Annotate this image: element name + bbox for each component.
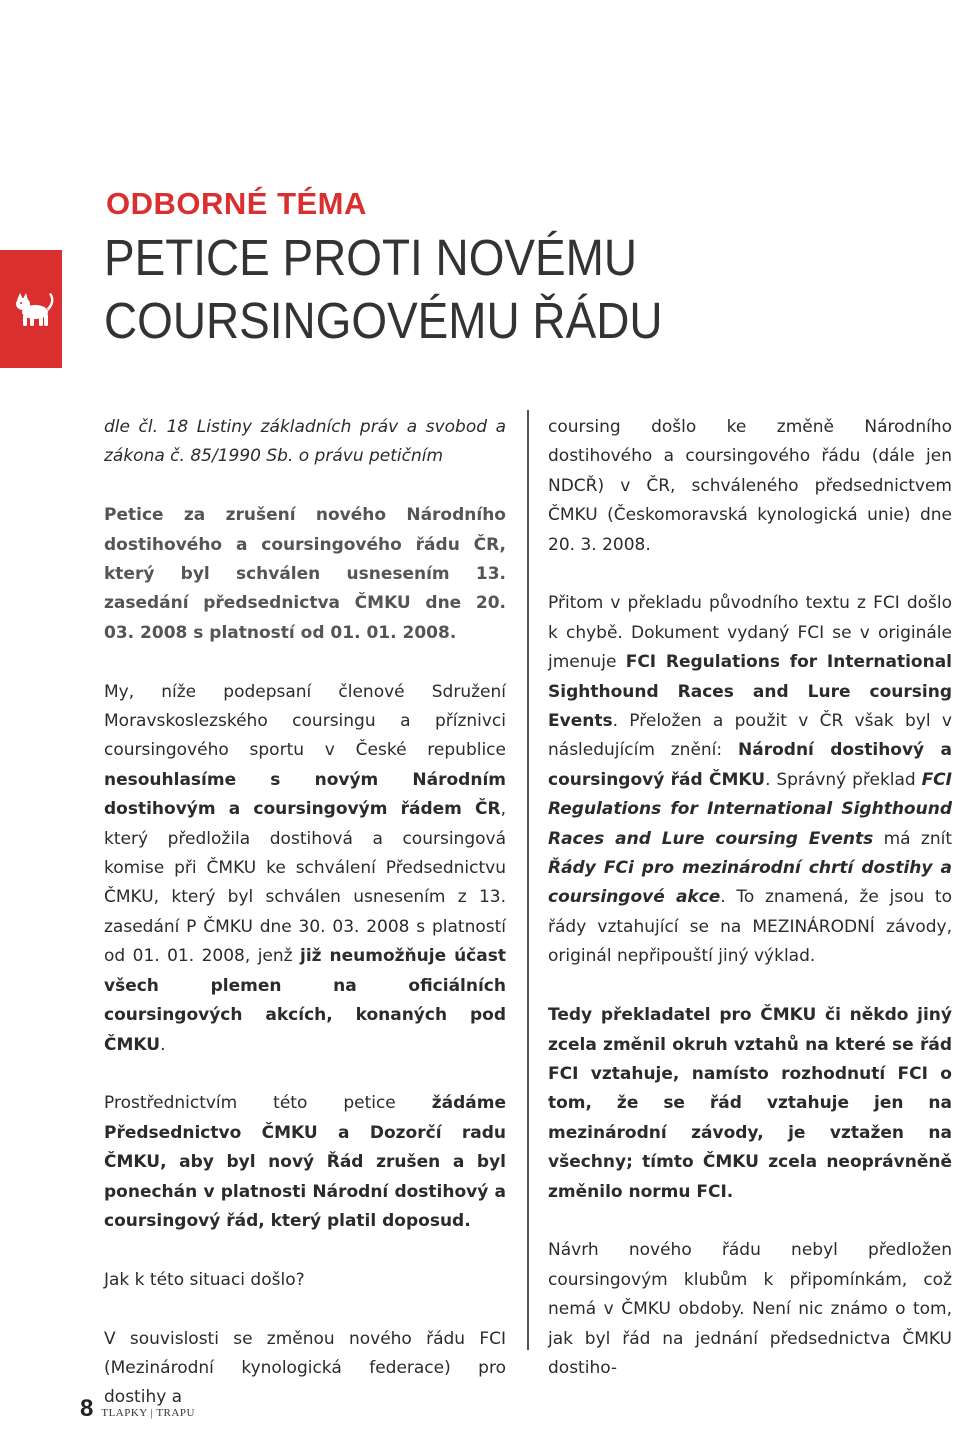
question-paragraph: Jak k této situaci došlo? xyxy=(104,1269,305,1290)
cat-icon xyxy=(8,286,54,332)
page-number: 8 xyxy=(80,1395,94,1422)
page-title xyxy=(104,226,842,352)
title-line-1: PETICE PROTI NOVÉMU xyxy=(104,229,638,286)
magazine-name: TLAPKY | TRAPU xyxy=(101,1407,195,1419)
translator-paragraph: Tedy překladatel pro ČMKU či někdo jiný zcela změnil okruh vztahů na které se řád FCI vztahuje, namísto rozhodnutí FCI o tom, že se řád vztahuje jen na mezinárodní závody, je vztažen na všechny; tímto ČMKU zcela neoprávněně změnilo normu FCI. xyxy=(548,1005,952,1202)
section-label: ODBORNÉ TÉMA xyxy=(106,186,367,221)
left-column xyxy=(104,413,506,1442)
right-column xyxy=(548,413,952,1413)
title-line-2: COURSINGOVÉMU ŘÁDU xyxy=(104,292,663,349)
context-paragraph: V souvislosti se změnou nového řádu FCI (Mezinárodní kynologická federace) pro dostihy a xyxy=(104,1328,506,1408)
page-footer xyxy=(80,1395,195,1423)
translation-paragraph: Přitom v překladu původního textu z FCI došlo k chybě. Dokument vydaný FCI se v originále jmenuje FCI Regulations for International Sighthound Races and Lure coursing Events. Přeložen a použit v ČR však byl v následujícím znění: Národní dostihový a coursingový řád ČMKU. Správný překlad FCI Regulations for International Sighthound Races and Lure coursing Events má znít Řády FCi pro mezinárodní chrtí dostihy a coursingové akce. To znamená, že jsou to řády vztahující se na MEZINÁRODNÍ závody, originál nepřipouští jiný výklad. xyxy=(548,593,952,967)
section-side-tab xyxy=(0,250,62,368)
proposal-paragraph: Návrh nového řádu nebyl předložen coursingovým klubům k připomínkám, což nemá v ČMKU obdoby. Není nic známo o tom, jak byl řád na jednání předsednictva ČMKU dostiho- xyxy=(548,1240,952,1378)
legal-basis-intro: dle čl. 18 Listiny základních práv a svobod a zákona č. 85/1990 Sb. o právu petičním xyxy=(104,417,506,467)
petition-paragraph-1: My, níže podepsaní členové Sdružení Moravskoslezského coursingu a příznivci coursingového sportu v České republice nesouhlasíme s novým Národním dostihovým a coursingovým řádem ČR, který předložila dostihová a coursingová komise při ČMKU ke schválení Předsednictvu ČMKU, který byl schválen usnesením z 13. zasedání P ČMKU dne 30. 03. 2008 s platností od 01. 01. 2008, jenž již neumožňuje účast všech plemen na oficiálních coursingových akcích, konaných pod ČMKU. xyxy=(104,681,506,1055)
column-divider xyxy=(527,410,529,1350)
context-continued: coursing došlo ke změně Národního dostihového a coursingového řádu (dále jen NDCŘ) v ČR, schváleného předsednictvem ČMKU (Českomoravská kynologická unie) dne 20. 3. 2008. xyxy=(548,417,952,555)
petition-heading: Petice za zrušení nového Národního dostihového a coursingového řádu ČR, který byl schválen usnesením 13. zasedání předsednictva ČMKU dne 20. 03. 2008 s platností od 01. 01. 2008. xyxy=(104,505,506,643)
petition-paragraph-2: Prostřednictvím této petice žádáme Předsednictvo ČMKU a Dozorčí radu ČMKU, aby byl nový Řád zrušen a byl ponechán v platnosti Národní dostihový a coursingový řád, který platil doposud. xyxy=(104,1093,506,1231)
